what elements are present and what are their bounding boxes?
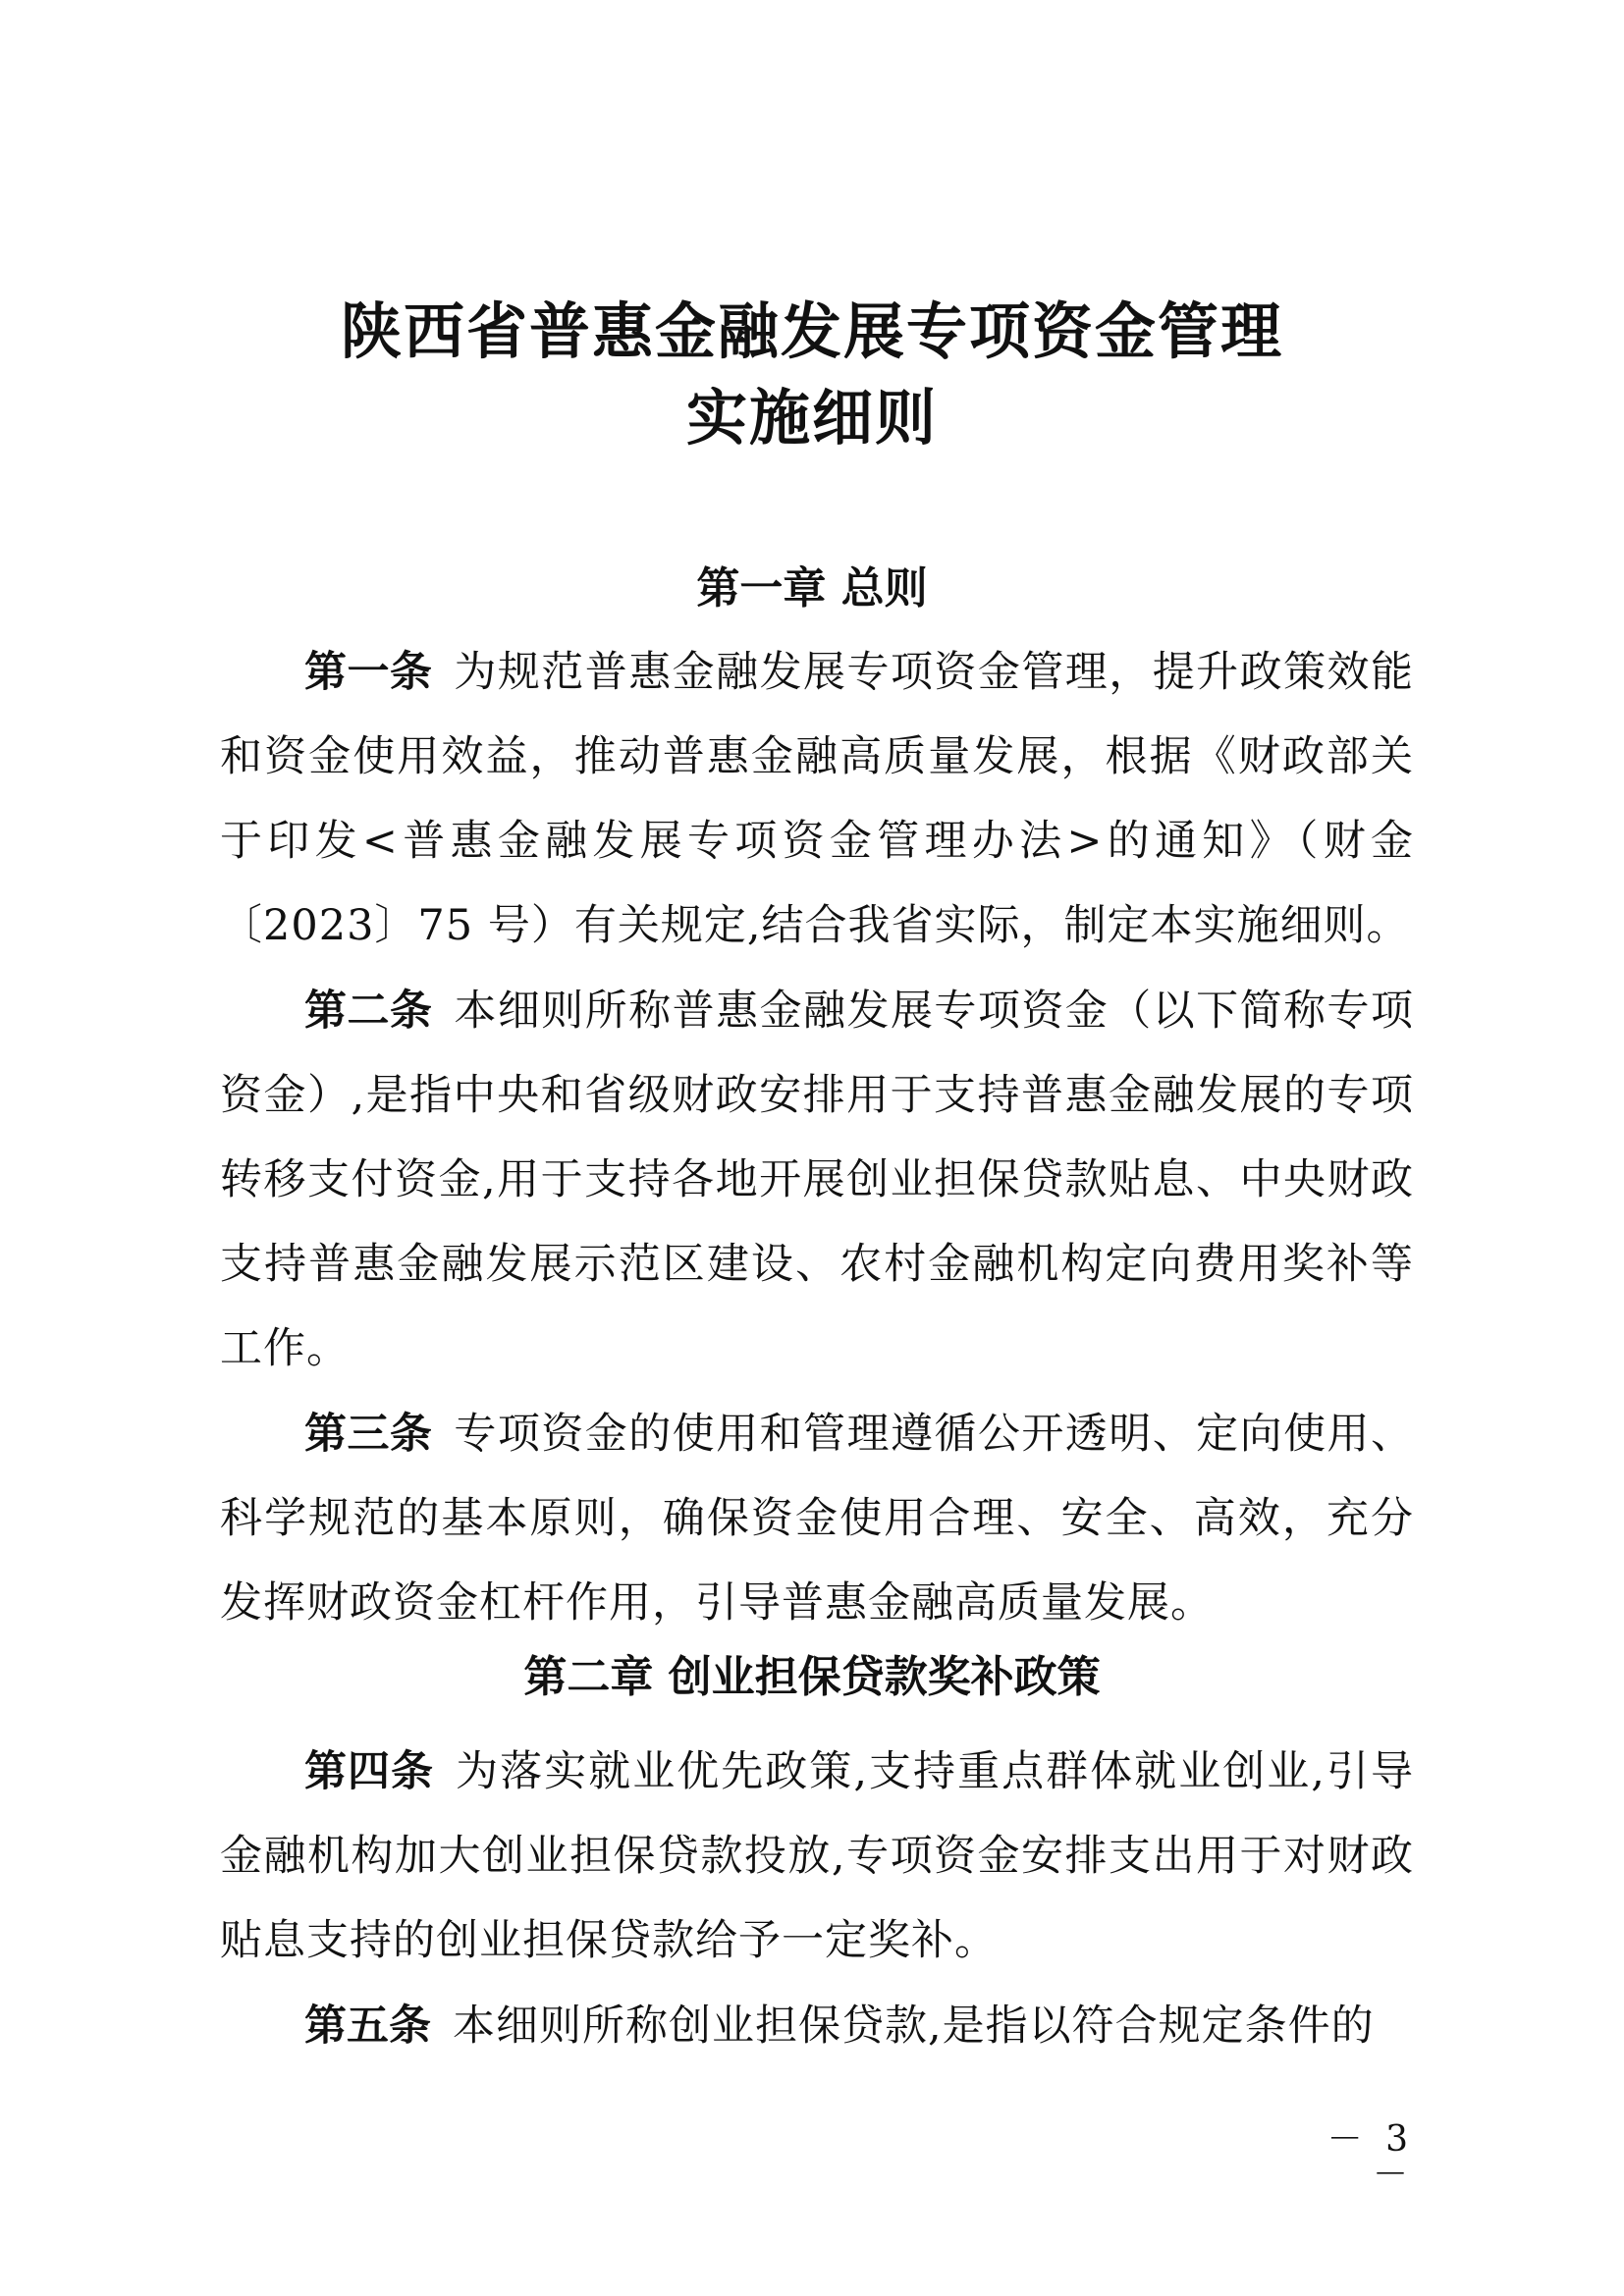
chapter-heading-1: 第一章 总则: [696, 563, 928, 614]
article-1: [220, 630, 1414, 968]
article-label: 第二条: [304, 987, 433, 1036]
article-4: [220, 1730, 1414, 1983]
article-5: [220, 1984, 1414, 2068]
document-title-line2: 实施细则: [685, 382, 938, 454]
article-3: [220, 1392, 1414, 1645]
article-text: 为规范普惠金融发展专项资金管理，提升政策效能和资金使用效益，推动普惠金融高质量发展，根据《财政部关于印发<普惠金融发展专项资金管理办法>的通知》（财金〔2023〕75 号）有关规定,结合我省实际，制定本实施细则。: [220, 648, 1414, 950]
article-label: 第五条: [304, 2002, 431, 2051]
article-label: 第三条: [304, 1410, 433, 1459]
article-text: 本细则所称普惠金融发展专项资金（以下简称专项资金）,是指中央和省级财政安排用于支持普惠金融发展的专项转移支付资金,用于支持各地开展创业担保贷款贴息、中央财政支持普惠金融发展示范区建设、农村金融机构定向费用奖补等工作。: [220, 987, 1414, 1373]
article-label: 第四条: [304, 1747, 435, 1796]
article-text: 为落实就业优先政策,支持重点群体就业创业,引导金融机构加大创业担保贷款投放,专项资金安排支出用于对财政贴息支持的创业担保贷款给予一定奖补。: [220, 1747, 1415, 1965]
article-text: 本细则所称创业担保贷款,是指以符合规定条件的: [453, 2002, 1375, 2051]
article-text: 专项资金的使用和管理遵循公开透明、定向使用、科学规范的基本原则，确保资金使用合理、安全、高效，充分发挥财政资金杠杆作用，引导普惠金融高质量发展。: [220, 1410, 1414, 1628]
page-number: － 3 －: [1326, 2119, 1414, 2195]
chapter-heading-2: 第二章 创业担保贷款奖补政策: [523, 1652, 1101, 1702]
article-label: 第一条: [304, 648, 433, 697]
article-2: [220, 969, 1414, 1391]
document-title-line1: 陕西省普惠金融发展专项资金管理: [340, 295, 1283, 367]
